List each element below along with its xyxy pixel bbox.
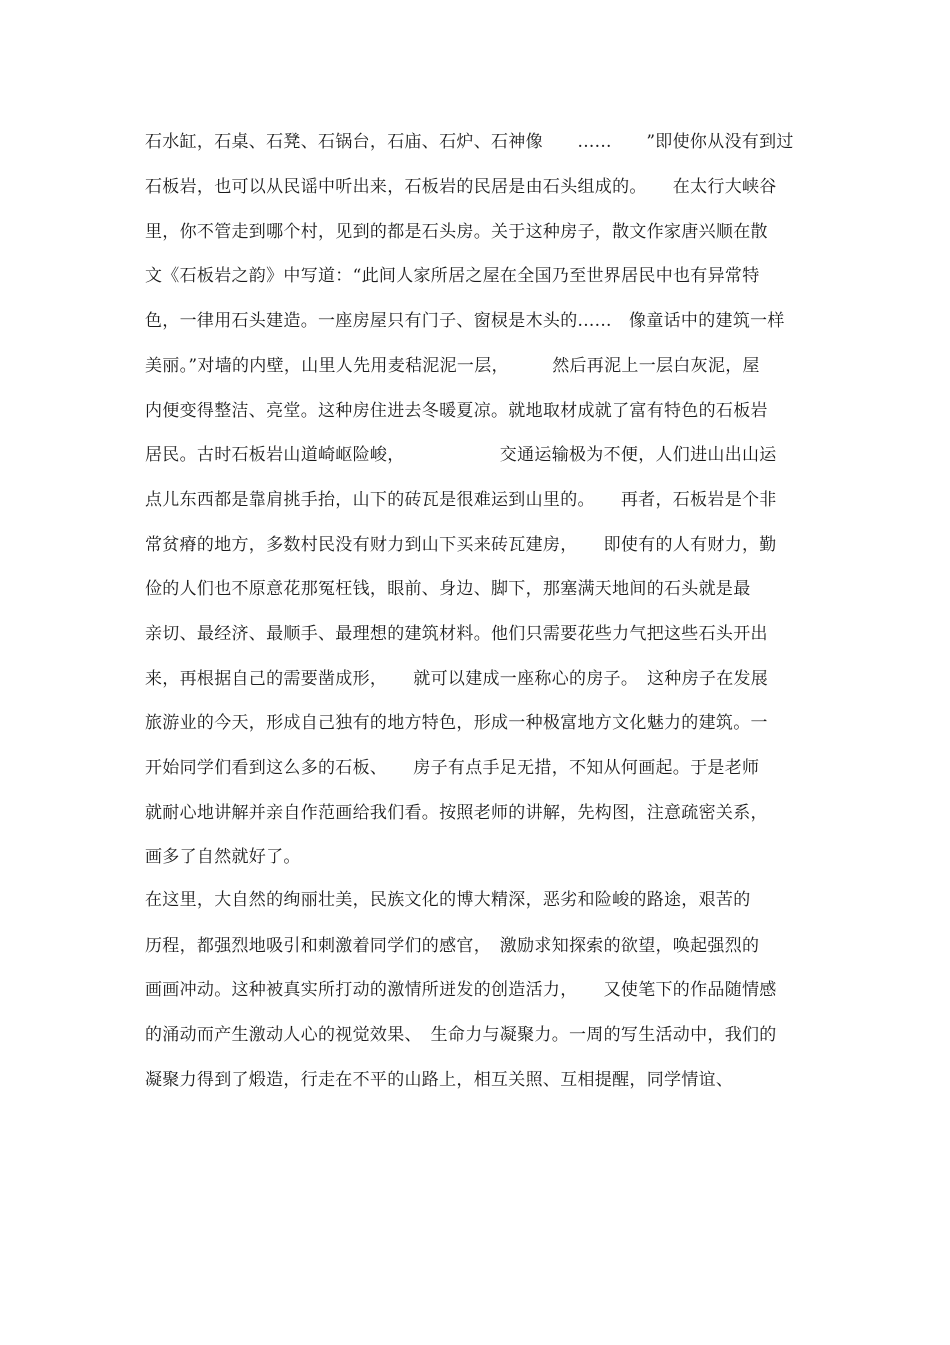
text-line: 来，再根据自己的需要凿成形， 就可以建成一座称心的房子。 这种房子在发展 (145, 669, 769, 689)
text-line: 在这里，大自然的绚丽壮美，民族文化的博大精深，恶劣和险峻的路途，艰苦的 (145, 890, 751, 910)
text-line: 常贫瘠的地方，多数村民没有财力到山下买来砖瓦建房， 即使有的人有财力，勤 (145, 535, 777, 555)
text-line: 就耐心地讲解并亲自作范画给我们看。按照老师的讲解，先构图，注意疏密关系， (145, 803, 768, 823)
text-line: 文《石板岩之韵》中写道：“此间人家所居之屋在全国乃至世界居民中也有异常特 (145, 266, 760, 286)
text-line: 开始同学们看到这么多的石板、 房子有点手足无措，不知从何画起。于是老师 (145, 758, 760, 778)
text-line: 点儿东西都是靠肩挑手抬，山下的砖瓦是很难运到山里的。 再者，石板岩是个非 (145, 490, 777, 510)
text-line: 画多了自然就好了。 (145, 847, 301, 867)
text-line: 石板岩，也可以从民谣中听出来，石板岩的民居是由石头组成的。 在太行大峡谷 (145, 177, 777, 197)
text-line: 石水缸，石桌、石凳、石锅台，石庙、石炉、石神像 ...... ”即使你从没有到过 (145, 132, 794, 152)
text-line: 里，你不管走到哪个村，见到的都是石头房。关于这种房子，散文作家唐兴顺在散 (145, 222, 768, 242)
text-line: 的涌动而产生激动人心的视觉效果、 生命力与凝聚力。一周的写生活动中，我们的 (145, 1025, 777, 1045)
text-line: 美丽。”对墙的内壁，山里人先用麦秸泥泥一层， 然后再泥上一层白灰泥，屋 (145, 356, 760, 376)
text-line: 亲切、最经济、最顺手、最理想的建筑材料。他们只需要花些力气把这些石头开出 (145, 624, 768, 644)
text-line: 居民。古时石板岩山道崎岖险峻， 交通运输极为不便，人们进山出山运 (145, 445, 777, 465)
text-line: 凝聚力得到了煅造，行走在不平的山路上，相互关照、互相提醒，同学情谊、 (145, 1070, 734, 1090)
text-line: 历程，都强烈地吸引和刺激着同学们的感官， 激励求知探索的欲望，唤起强烈的 (145, 936, 760, 956)
text-line: 俭的人们也不原意花那冤枉钱，眼前、身边、脚下，那塞满天地间的石头就是最 (145, 579, 751, 599)
text-line: 旅游业的今天，形成自己独有的地方特色，形成一种极富地方文化魅力的建筑。一 (145, 713, 768, 733)
text-line: 内便变得整洁、亮堂。这种房住进去冬暖夏凉。就地取材成就了富有特色的石板岩 (145, 401, 768, 421)
text-line: 画画冲动。这种被真实所打动的激情所迸发的创造活力， 又使笔下的作品随情感 (145, 980, 777, 1000)
text-line: 色，一律用石头建造。一座房屋只有门子、窗棂是木头的...... 像童话中的建筑一样 (145, 311, 785, 331)
